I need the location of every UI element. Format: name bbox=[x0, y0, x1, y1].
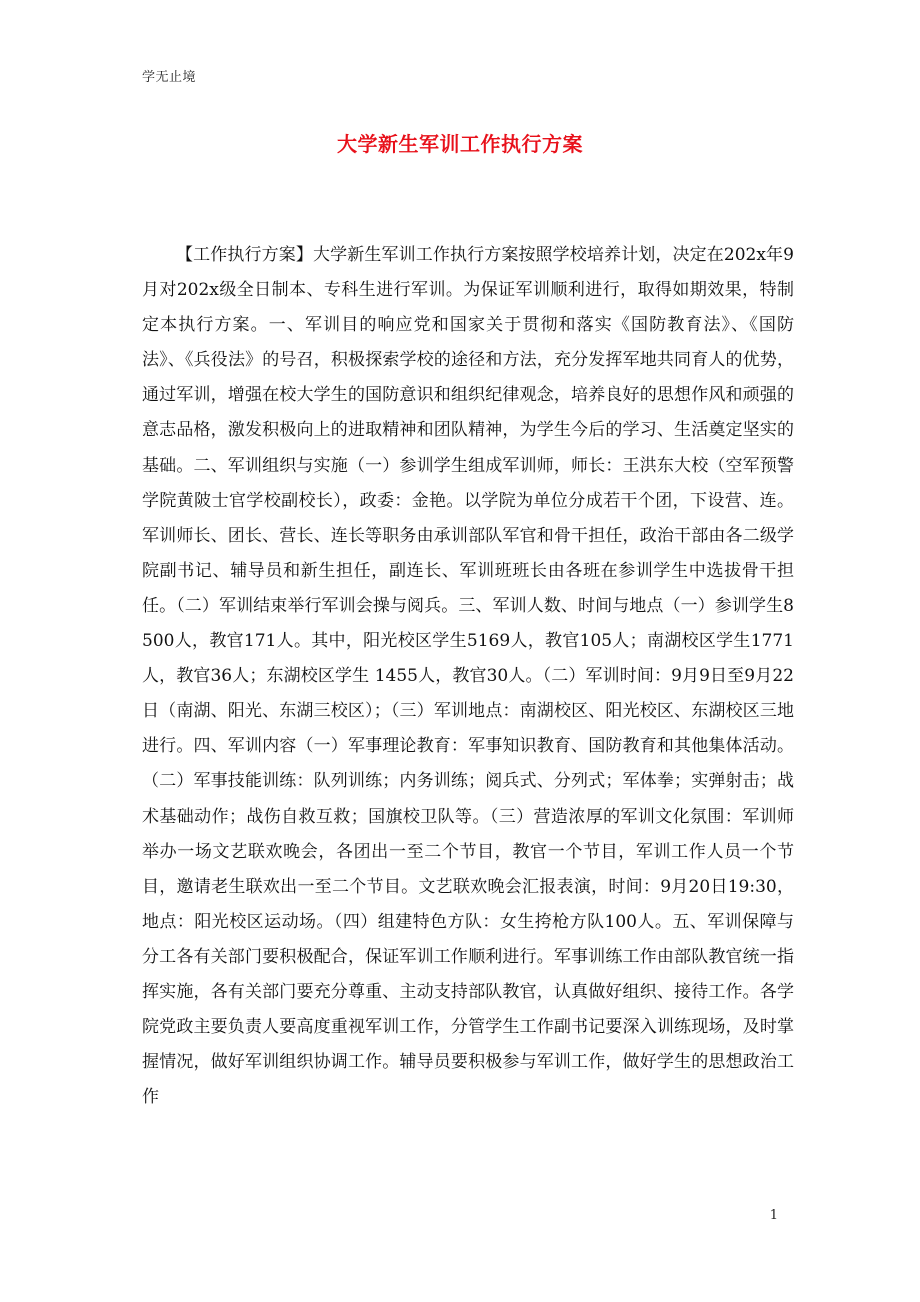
document-title: 大学新生军训工作执行方案 bbox=[337, 132, 583, 156]
page-number: 1 bbox=[769, 1208, 778, 1223]
header-note: 学无止境 bbox=[142, 70, 197, 85]
document-body: 【工作执行方案】大学新生军训工作执行方案按照学校培养计划，决定在202x年9月对202x级全日制本、专科生进行军训。为保证军训顺利进行，取得如期效果，特制定本执行方案。一、军训目的响应党和国家关于贯彻和落实《国防教育法》、《国防法》、《兵役法》的号召，积极探索学校的途径和方法，充分发挥军地共同育人的优势，通过军训，增强在校大学生的国防意识和组织纪律观念，培养良好的思想作风和顽强的意志品格，激发积极向上的进取精神和团队精神，为学生今后的学习、生活奠定坚实的基础。二、军训组织与实施（一）参训学生组成军训师，师长：王洪东大校（空军预警学院黄陂士官学校副校长），政委：金艳。以学院为单位分成若干个团，下设营、连。军训师长、团长、营长、连长等职务由承训部队军官和骨干担任，政治干部由各二级学院副书记、辅导员和新生担任，副连长、军训班班长由各班在参训学生中选拔骨干担任。（二）军训结束举行军训会操与阅兵。三、军训人数、时间与地点（一）参训学生8500人，教官171人。其中，阳光校区学生5169人，教官105人；南湖校区学生1771人，教官36人；东湖校区学生 1455人，教官30人。（二）军训时间：9月9日至9月22日（南湖、阳光、东湖三校区）；（三）军训地点：南湖校区、阳光校区、东湖校区三地进行。四、军训内容（一）军事理论教育：军事知识教育、国防教育和其他集体活动。（二）军事技能训练：队列训练；内务训练；阅兵式、分列式；军体拳；实弹射击；战术基础动作；战伤自救互救；国旗校卫队等。（三）营造浓厚的军训文化氛围：军训师举办一场文艺联欢晚会，各团出一至二个节目，教官一个节目，军训工作人员一个节目，邀请老生联欢出一至二个节目。文艺联欢晚会汇报表演，时间：9月20日19:30，地点：阳光校区运动场。（四）组建特色方队：女生挎枪方队100人。五、军训保障与分工各有关部门要积极配合，保证军训工作顺利进行。军事训练工作由部队教官统一指挥实施，各有关部门要充分尊重、主动支持部队教官，认真做好组织、接待工作。各学院党政主要负责人要高度重视军训工作，分管学生工作副书记要深入训练现场，及时掌握情况，做好军训组织协调工作。辅导员要积极参与军训工作，做好学生的思想政治工作 bbox=[142, 245, 794, 1108]
